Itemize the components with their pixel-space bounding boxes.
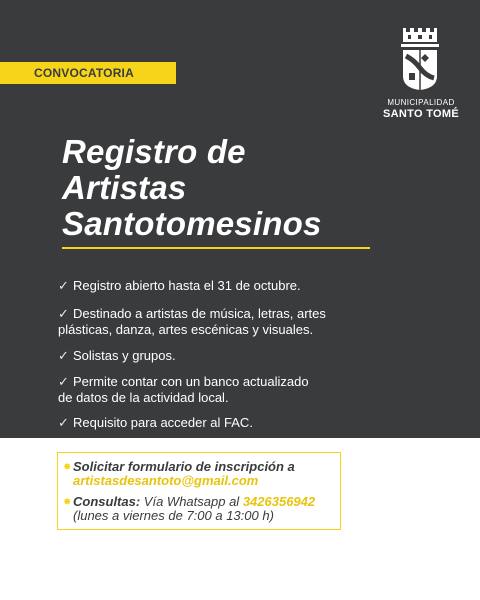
list-item — [58, 278, 301, 294]
consultas-label: Consultas: — [73, 494, 141, 509]
item-text: Solistas y grupos. — [73, 348, 176, 363]
logo-line-municipalidad: MUNICIPALIDAD — [387, 98, 455, 107]
title-underline — [62, 247, 370, 249]
municipality-logo — [380, 26, 460, 120]
check-icon: ✓ — [58, 348, 69, 363]
logo-line-santo-tome: SANTO TOMÉ — [383, 108, 459, 120]
tag-label: CONVOCATORIA — [34, 66, 134, 80]
title-line-3: Santotomesinos — [62, 205, 322, 242]
request-form-text: Solicitar formulario de inscripción a — [73, 459, 295, 474]
consultas-text: Vía Whatsapp al — [143, 494, 240, 509]
phone-number[interactable]: 3426356942 — [242, 494, 316, 509]
check-icon: ✓ — [58, 415, 69, 430]
list-item — [58, 306, 368, 337]
check-icon: ✓ — [58, 306, 69, 321]
item-text: Registro abierto hasta el 31 de octubre. — [73, 278, 301, 293]
convocatoria-tag — [0, 62, 176, 84]
title-line-1: Registro de — [62, 133, 246, 170]
list-item — [58, 374, 368, 405]
page-title — [62, 134, 402, 242]
item-text: Permite contar con un banco actualizado — [73, 374, 309, 389]
item-text-continued: de datos de la actividad local. — [58, 390, 229, 405]
list-item — [58, 415, 253, 431]
item-text-continued: plásticas, danza, artes escénicas y visuales. — [58, 322, 314, 337]
item-text: Destinado a artistas de música, letras, artes — [73, 306, 326, 321]
star-bullet-icon: ✸ — [63, 462, 72, 473]
email-link[interactable]: artistasdesantoto@gmail.com — [73, 473, 259, 488]
consultas-line — [73, 495, 315, 509]
check-icon: ✓ — [58, 374, 69, 389]
check-icon: ✓ — [58, 278, 69, 293]
list-item — [58, 348, 176, 364]
crowned-shield-crest-icon — [400, 26, 440, 92]
title-line-2: Artistas — [62, 169, 187, 206]
star-bullet-icon: ✸ — [63, 497, 72, 508]
contact-info-box — [57, 452, 341, 530]
item-text: Requisito para acceder al FAC. — [73, 415, 253, 430]
office-hours: (lunes a viernes de 7:00 a 13:00 h) — [73, 508, 274, 523]
